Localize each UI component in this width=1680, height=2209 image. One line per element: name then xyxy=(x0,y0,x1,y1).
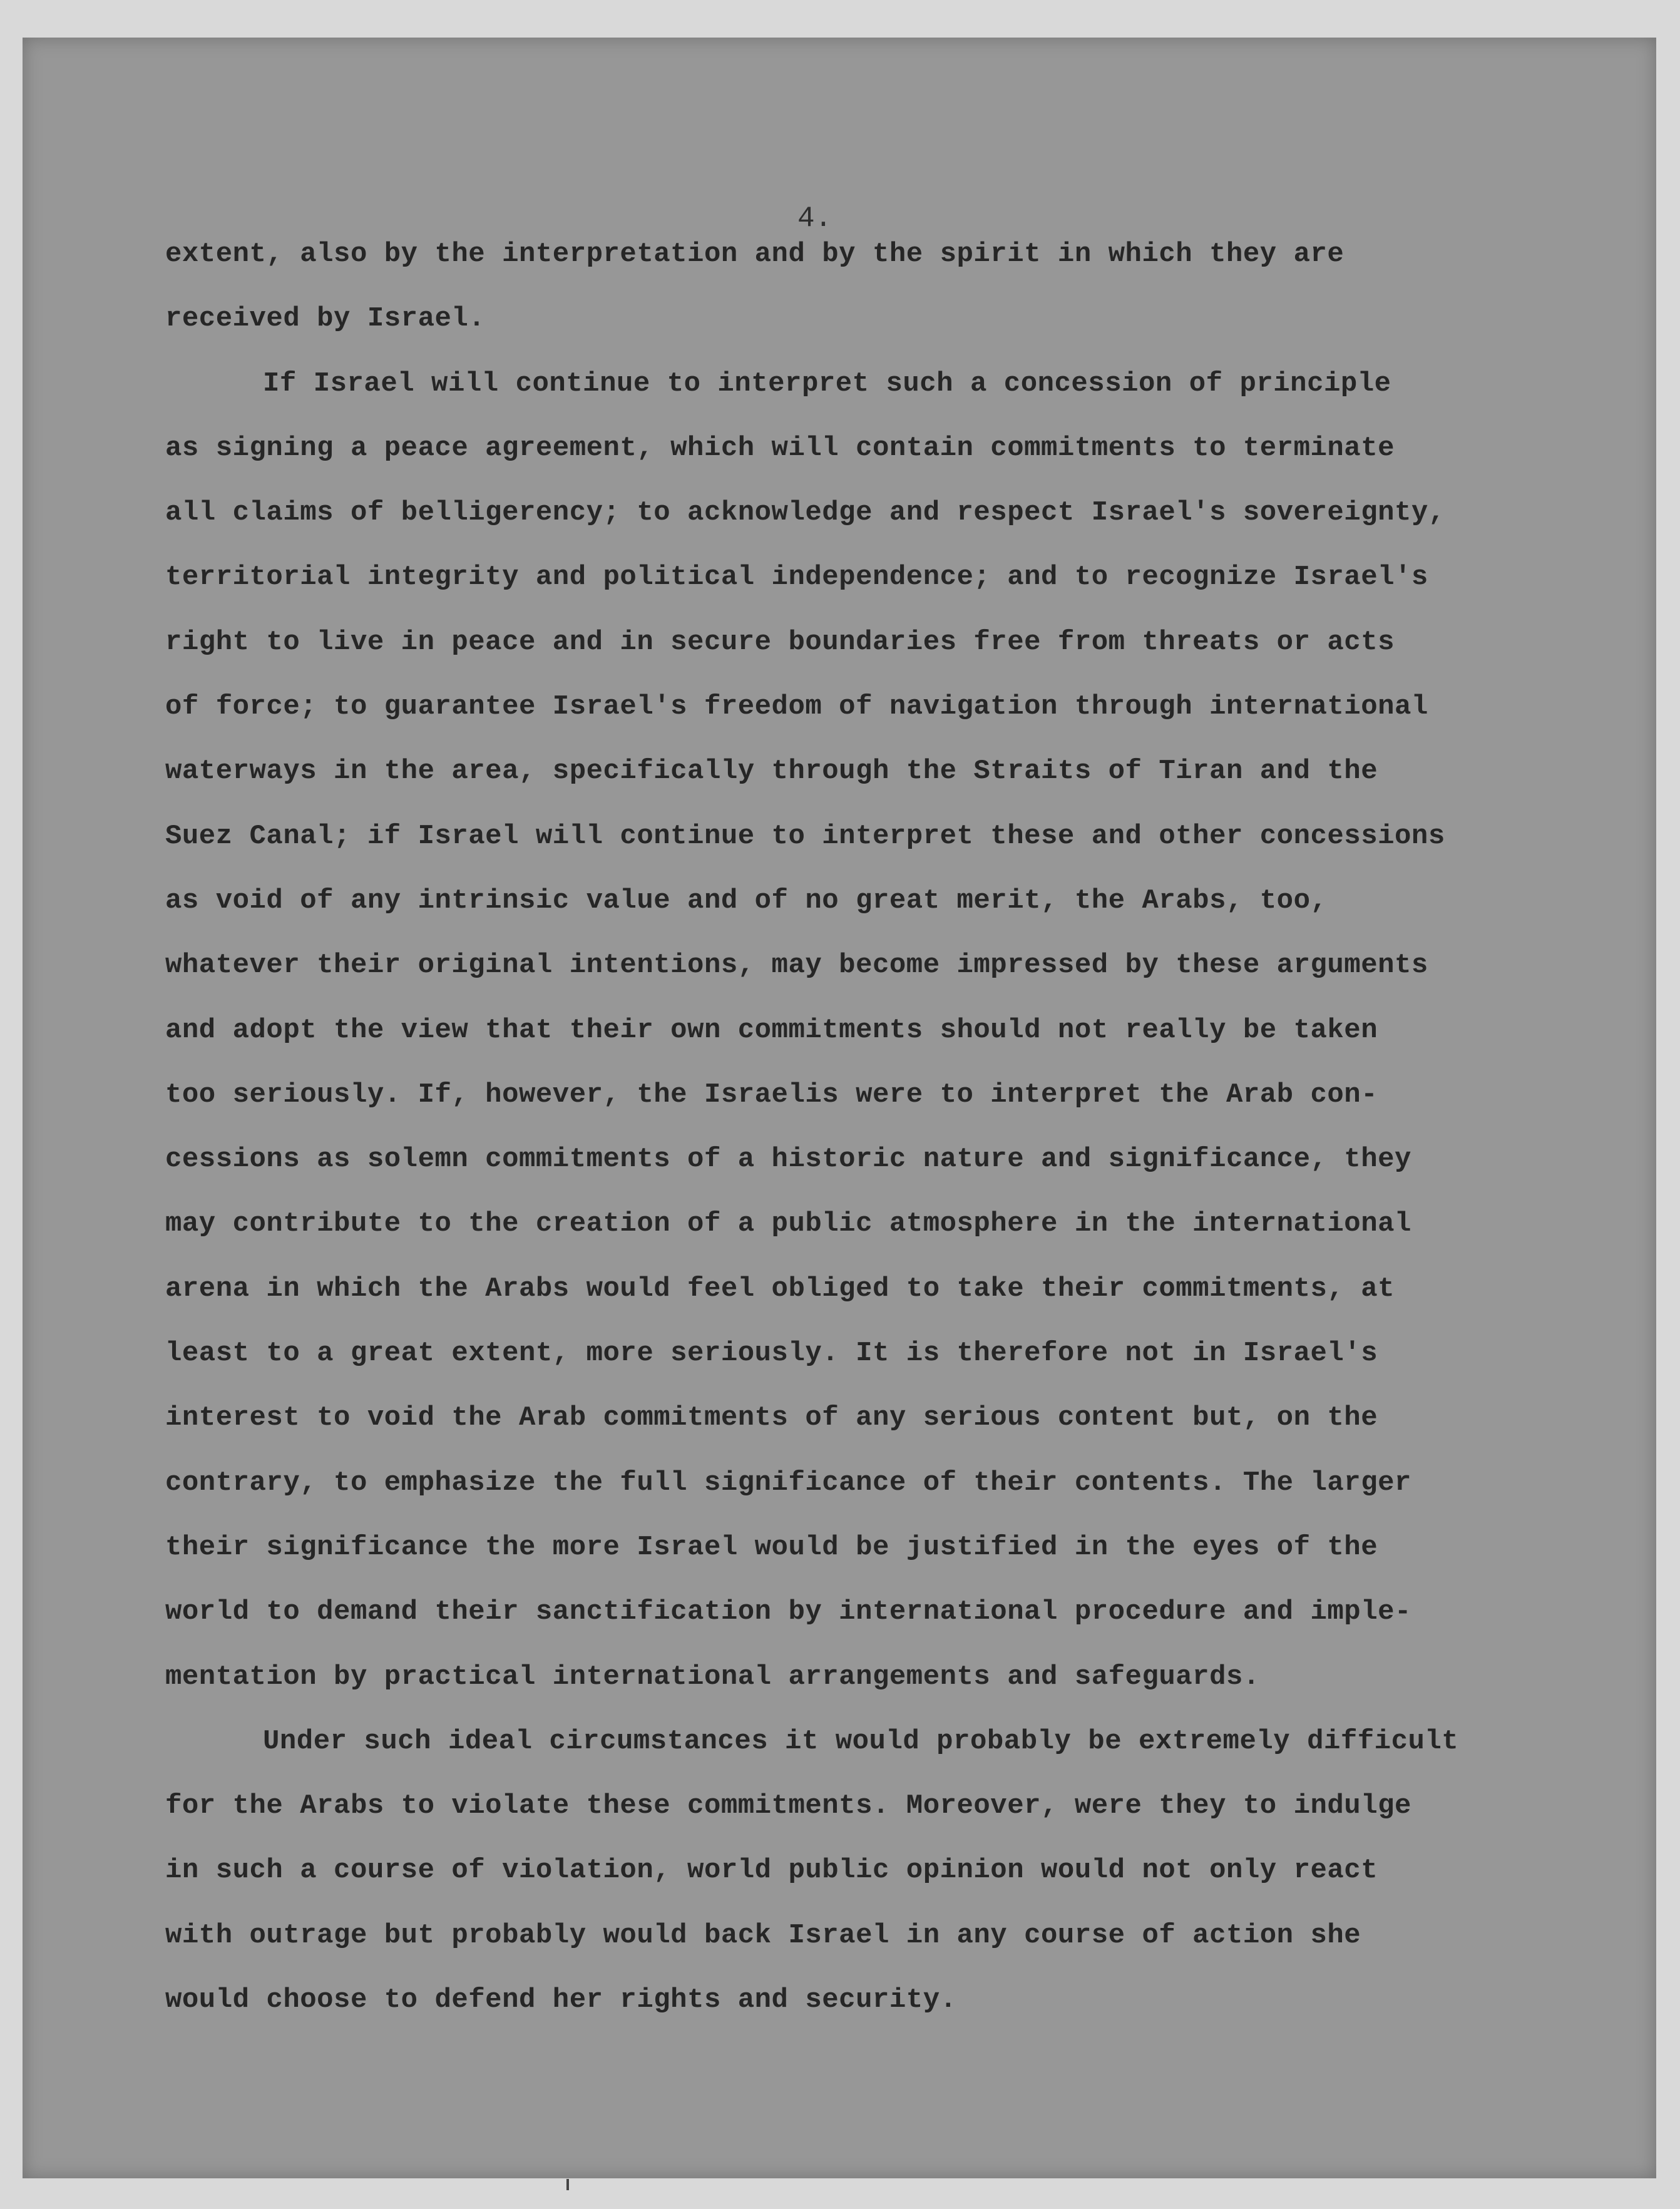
text-line: may contribute to the creation of a public atmosphere in the international xyxy=(165,1208,1411,1240)
text-line: If Israel will continue to interpret such a concession of principle xyxy=(263,367,1391,399)
text-line: Under such ideal circumstances it would probably be extremely difficult xyxy=(263,1725,1459,1757)
text-line: cessions as solemn commitments of a historic nature and significance, they xyxy=(165,1144,1411,1176)
text-line: waterways in the area, specifically through the Straits of Tiran and the xyxy=(165,756,1378,787)
text-line: of force; to guarantee Israel's freedom of navigation through international xyxy=(165,691,1428,723)
text-line: for the Arabs to violate these commitments. Moreover, were they to indulge xyxy=(165,1790,1411,1822)
page-number: 4. xyxy=(797,202,832,235)
text-line: would choose to defend her rights and security. xyxy=(165,1984,957,2016)
text-line: as signing a peace agreement, which will contain commitments to terminate xyxy=(165,432,1395,464)
document-body xyxy=(165,222,1630,2032)
text-line: mentation by practical international arrangements and safeguards. xyxy=(165,1661,1260,1693)
text-line: too seriously. If, however, the Israelis were to interpret the Arab con- xyxy=(165,1079,1378,1110)
text-line: whatever their original intentions, may become impressed by these arguments xyxy=(165,950,1428,981)
text-line: arena in which the Arabs would feel obliged to take their commitments, at xyxy=(165,1273,1395,1304)
text-line: all claims of belligerency; to acknowledge and respect Israel's sovereignty, xyxy=(165,497,1445,529)
text-line: in such a course of violation, world public opinion would not only react xyxy=(165,1855,1378,1887)
text-line: their significance the more Israel would be justified in the eyes of the xyxy=(165,1531,1378,1563)
text-line: with outrage but probably would back Israel in any course of action she xyxy=(165,1919,1361,1951)
scan-artifact xyxy=(566,2179,569,2190)
text-line: interest to void the Arab commitments of any serious content but, on the xyxy=(165,1402,1378,1434)
text-line: and adopt the view that their own commitments should not really be taken xyxy=(165,1014,1378,1046)
text-line: world to demand their sanctification by international procedure and imple- xyxy=(165,1596,1411,1628)
text-line: extent, also by the interpretation and by the spirit in which they are xyxy=(165,238,1345,270)
text-line: received by Israel. xyxy=(165,303,486,335)
text-line: right to live in peace and in secure boundaries free from threats or acts xyxy=(165,626,1395,658)
text-line: territorial integrity and political independence; and to recognize Israel's xyxy=(165,561,1428,593)
text-line: least to a great extent, more seriously. It is therefore not in Israel's xyxy=(165,1338,1378,1370)
text-line: contrary, to emphasize the full significance of their contents. The larger xyxy=(165,1467,1411,1499)
text-line: Suez Canal; if Israel will continue to interpret these and other concessions xyxy=(165,820,1445,852)
text-line: as void of any intrinsic value and of no great merit, the Arabs, too, xyxy=(165,884,1328,916)
